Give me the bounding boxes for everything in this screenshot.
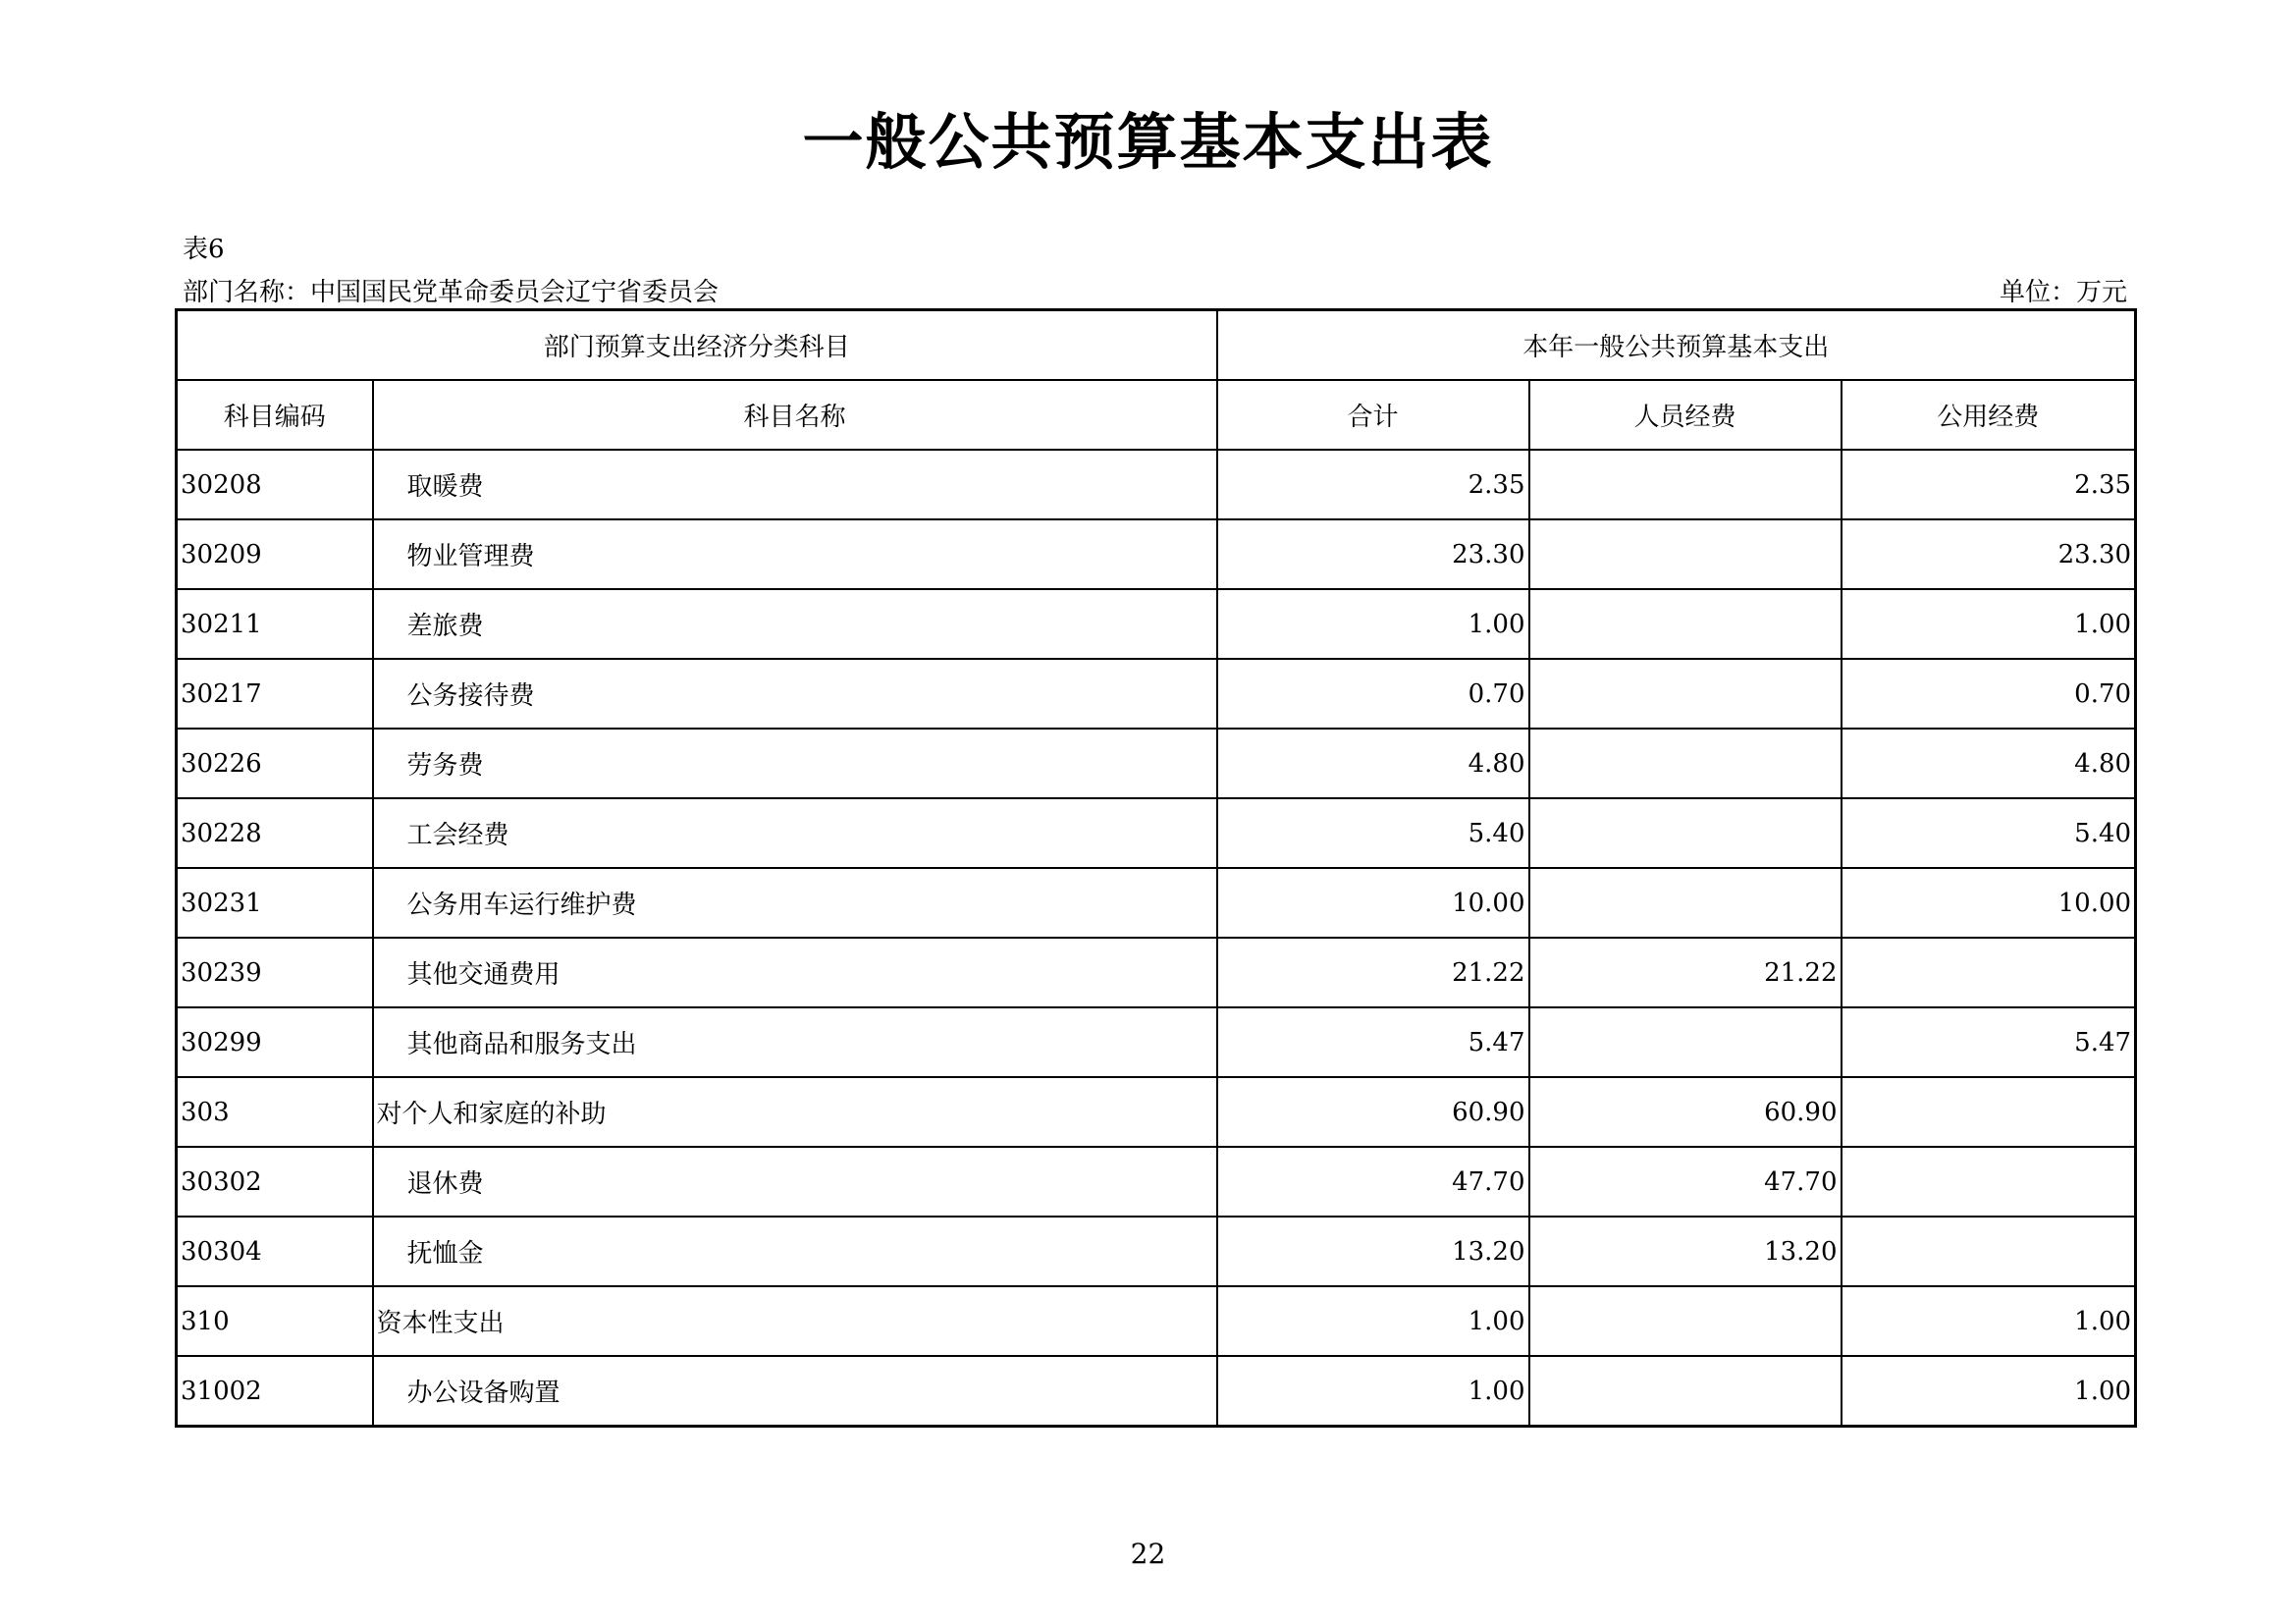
cell-total: 47.70: [1217, 1147, 1529, 1217]
cell-public: [1842, 1217, 2136, 1286]
cell-total: 1.00: [1217, 1286, 1529, 1356]
table-row: [177, 729, 2136, 798]
header-name: 科目名称: [373, 380, 1217, 450]
cell-name: 差旅费: [373, 589, 1217, 659]
cell-public: 5.40: [1842, 798, 2136, 868]
cell-total: 2.35: [1217, 450, 1529, 519]
header-basic-expenditure: 本年一般公共预算基本支出: [1217, 310, 2136, 381]
table-row: [177, 519, 2136, 589]
table-number: 表6: [183, 235, 225, 264]
table-row: [177, 1217, 2136, 1286]
cell-public: 2.35: [1842, 450, 2136, 519]
cell-total: 0.70: [1217, 659, 1529, 729]
cell-personnel: [1529, 798, 1842, 868]
table-body: [177, 450, 2136, 1427]
header-total: 合计: [1217, 380, 1529, 450]
table-row: [177, 589, 2136, 659]
cell-personnel: 47.70: [1529, 1147, 1842, 1217]
cell-total: 1.00: [1217, 589, 1529, 659]
table-row: [177, 1147, 2136, 1217]
cell-code: 30304: [177, 1217, 373, 1286]
cell-total: 4.80: [1217, 729, 1529, 798]
table-row: [177, 1007, 2136, 1077]
cell-personnel: 13.20: [1529, 1217, 1842, 1286]
budget-table: [175, 308, 2137, 1428]
table-group-header-row: [177, 310, 2136, 381]
cell-total: 5.40: [1217, 798, 1529, 868]
unit-label: 单位：万元: [1999, 278, 2127, 307]
cell-name: 抚恤金: [373, 1217, 1217, 1286]
page-title: 一般公共预算基本支出表: [802, 106, 1494, 178]
cell-code: 30211: [177, 589, 373, 659]
cell-public: 0.70: [1842, 659, 2136, 729]
cell-public: 1.00: [1842, 1356, 2136, 1427]
cell-name: 资本性支出: [373, 1286, 1217, 1356]
department-name: 部门名称：中国国民党革命委员会辽宁省委员会: [183, 278, 720, 307]
cell-code: 30239: [177, 938, 373, 1007]
cell-personnel: [1529, 519, 1842, 589]
cell-name: 工会经费: [373, 798, 1217, 868]
cell-public: [1842, 1147, 2136, 1217]
cell-personnel: [1529, 729, 1842, 798]
cell-public: [1842, 1077, 2136, 1147]
cell-personnel: 60.90: [1529, 1077, 1842, 1147]
cell-total: 60.90: [1217, 1077, 1529, 1147]
cell-total: 10.00: [1217, 868, 1529, 938]
cell-name: 退休费: [373, 1147, 1217, 1217]
page-number: 22: [1130, 1538, 1166, 1570]
cell-personnel: [1529, 659, 1842, 729]
cell-code: 310: [177, 1286, 373, 1356]
cell-code: 303: [177, 1077, 373, 1147]
table-row: [177, 450, 2136, 519]
cell-personnel: [1529, 450, 1842, 519]
cell-code: 30217: [177, 659, 373, 729]
cell-code: 30299: [177, 1007, 373, 1077]
cell-code: 30209: [177, 519, 373, 589]
cell-public: 10.00: [1842, 868, 2136, 938]
cell-code: 31002: [177, 1356, 373, 1427]
cell-total: 13.20: [1217, 1217, 1529, 1286]
cell-total: 21.22: [1217, 938, 1529, 1007]
cell-public: 23.30: [1842, 519, 2136, 589]
cell-total: 5.47: [1217, 1007, 1529, 1077]
cell-name: 公务用车运行维护费: [373, 868, 1217, 938]
cell-name: 取暖费: [373, 450, 1217, 519]
cell-total: 1.00: [1217, 1356, 1529, 1427]
cell-personnel: [1529, 1286, 1842, 1356]
cell-code: 30208: [177, 450, 373, 519]
table-row: [177, 938, 2136, 1007]
cell-personnel: [1529, 1007, 1842, 1077]
cell-name: 办公设备购置: [373, 1356, 1217, 1427]
table-column-header-row: [177, 380, 2136, 450]
table-row: [177, 1077, 2136, 1147]
header-code: 科目编码: [177, 380, 373, 450]
header-economic-category: 部门预算支出经济分类科目: [177, 310, 1217, 381]
cell-code: 30226: [177, 729, 373, 798]
cell-name: 公务接待费: [373, 659, 1217, 729]
cell-code: 30302: [177, 1147, 373, 1217]
table-row: [177, 868, 2136, 938]
cell-name: 对个人和家庭的补助: [373, 1077, 1217, 1147]
cell-public: 1.00: [1842, 589, 2136, 659]
cell-name: 其他商品和服务支出: [373, 1007, 1217, 1077]
cell-name: 其他交通费用: [373, 938, 1217, 1007]
cell-total: 23.30: [1217, 519, 1529, 589]
cell-personnel: [1529, 589, 1842, 659]
cell-personnel: 21.22: [1529, 938, 1842, 1007]
cell-public: 5.47: [1842, 1007, 2136, 1077]
cell-public: 4.80: [1842, 729, 2136, 798]
cell-public: 1.00: [1842, 1286, 2136, 1356]
table-row: [177, 1356, 2136, 1427]
table-row: [177, 798, 2136, 868]
table-row: [177, 659, 2136, 729]
cell-code: 30231: [177, 868, 373, 938]
cell-code: 30228: [177, 798, 373, 868]
cell-personnel: [1529, 868, 1842, 938]
header-personnel: 人员经费: [1529, 380, 1842, 450]
cell-name: 劳务费: [373, 729, 1217, 798]
table-row: [177, 1286, 2136, 1356]
cell-name: 物业管理费: [373, 519, 1217, 589]
cell-personnel: [1529, 1356, 1842, 1427]
header-public: 公用经费: [1842, 380, 2136, 450]
cell-public: [1842, 938, 2136, 1007]
